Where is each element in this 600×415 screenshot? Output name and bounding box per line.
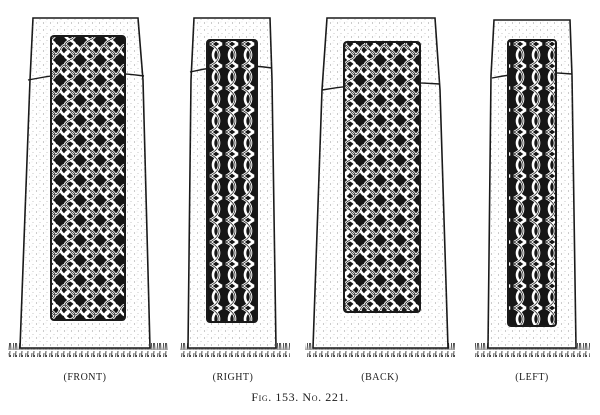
label-front: (FRONT)	[63, 372, 107, 383]
stone-left	[475, 20, 590, 357]
label-left: (LEFT)	[515, 372, 549, 383]
figure-caption: Fig. 153. No. 221.	[251, 390, 349, 404]
label-back: (BACK)	[361, 372, 399, 383]
interlace-panel-front	[51, 36, 125, 320]
label-right: (RIGHT)	[212, 372, 254, 383]
stone-front	[8, 18, 168, 357]
stone-right	[180, 18, 290, 357]
stone-back	[305, 18, 455, 357]
interlace-panel-left	[508, 40, 556, 326]
interlace-panel-right	[207, 40, 257, 322]
interlace-panel-back	[344, 42, 420, 312]
